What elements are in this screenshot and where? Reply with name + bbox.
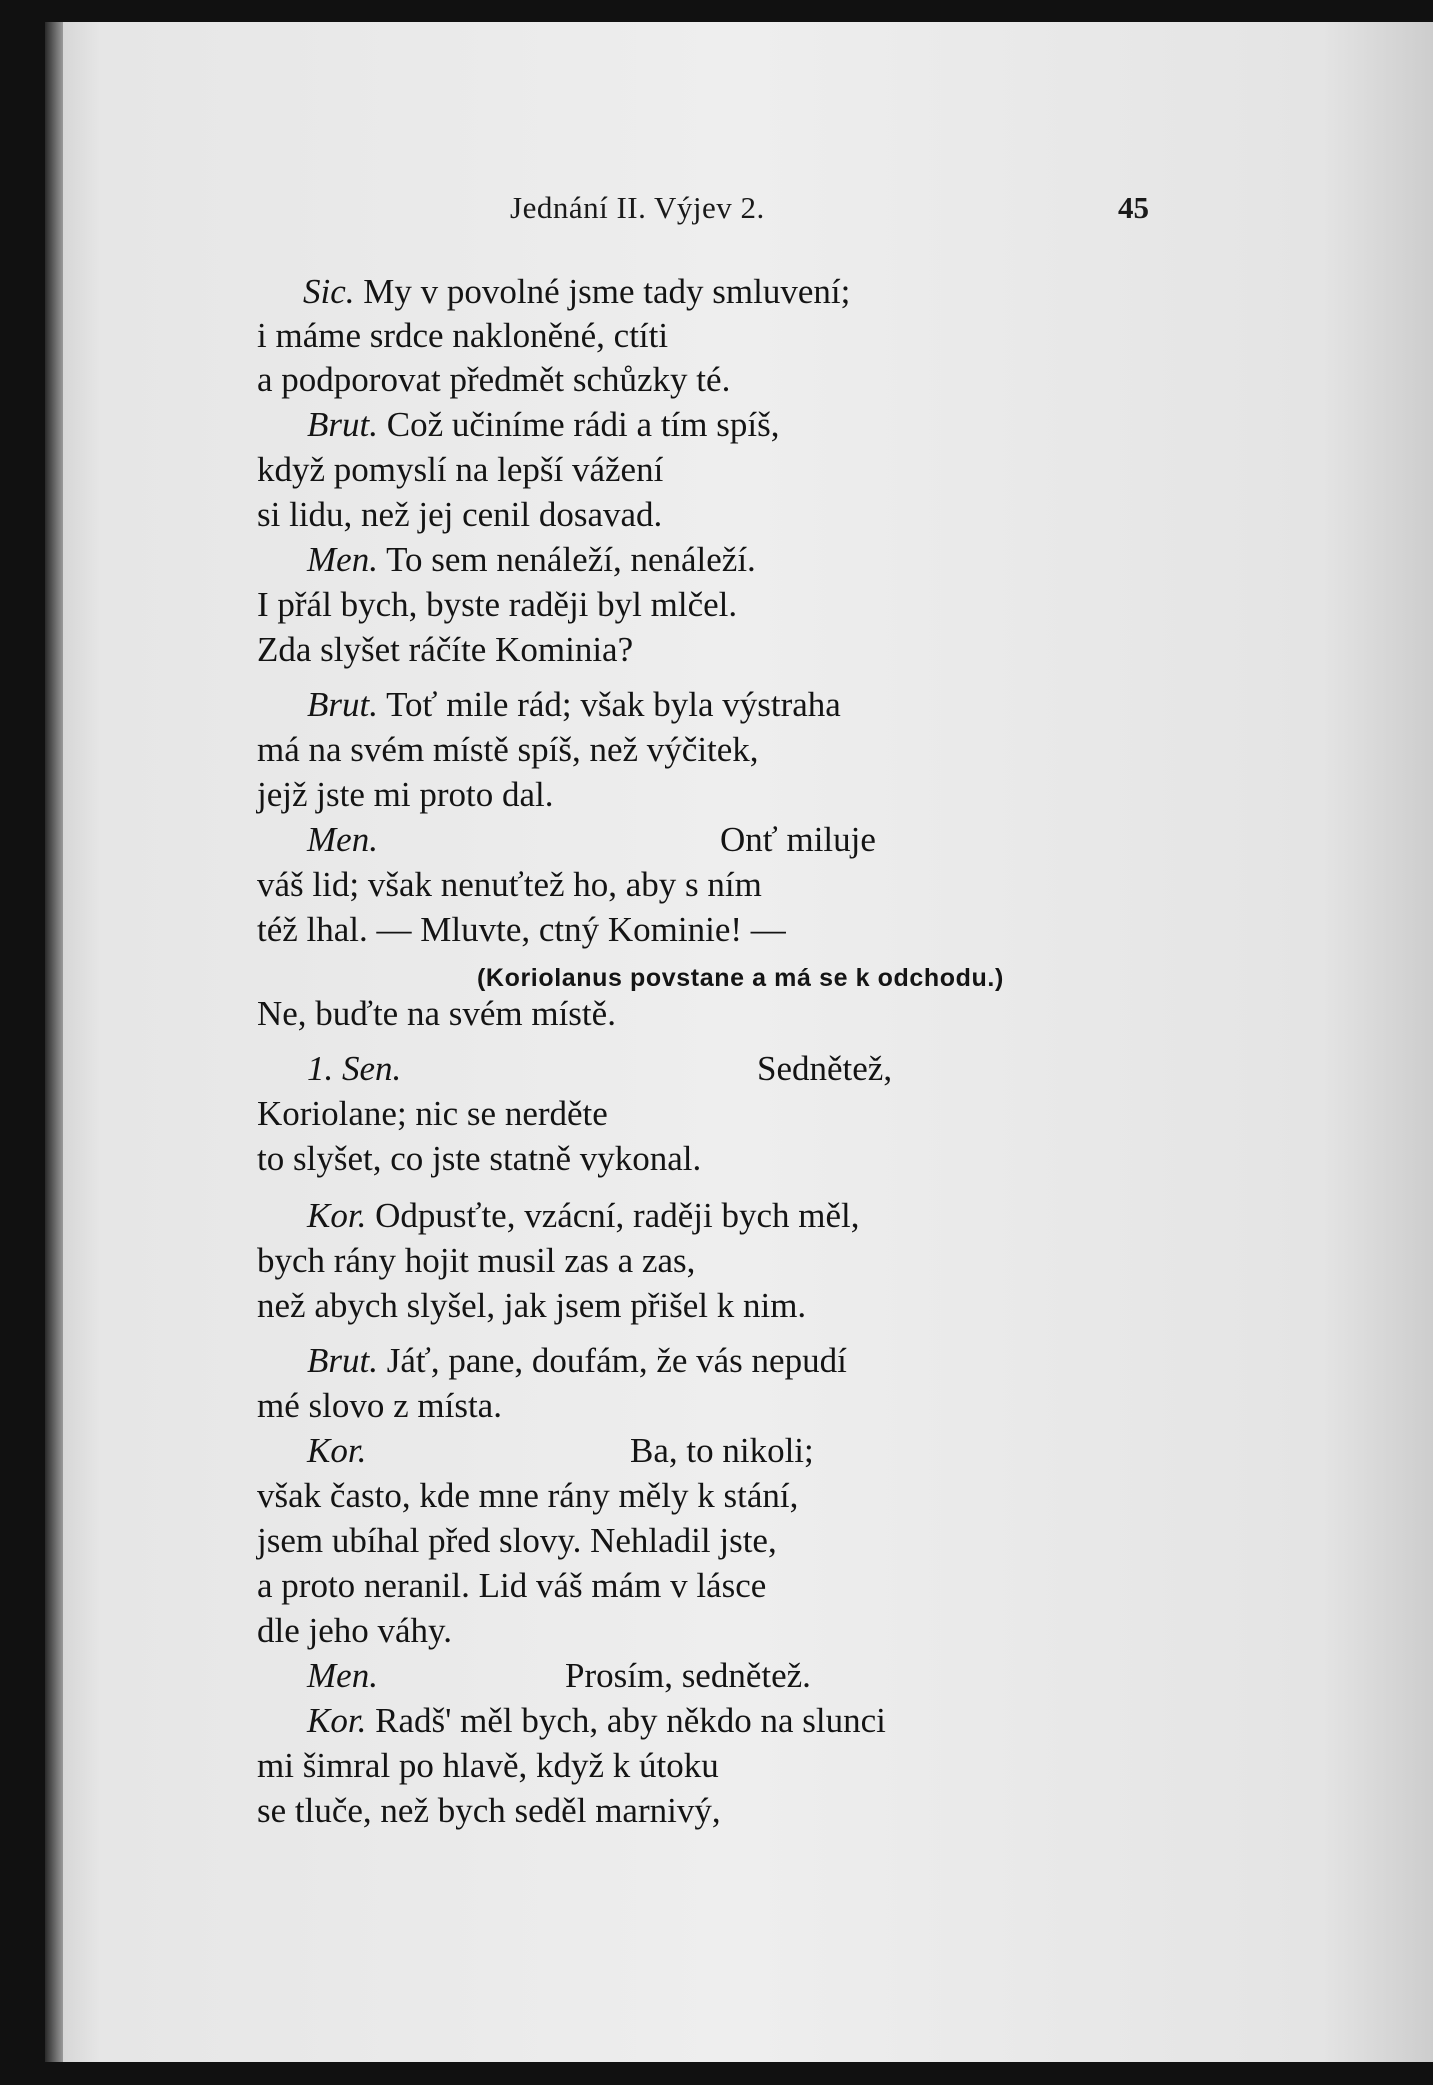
text-line-continuation xyxy=(565,1654,811,1698)
line-text: Ne, buďte na svém místě. xyxy=(257,994,616,1033)
page-number: 45 xyxy=(1118,190,1149,225)
speaker-name: Brut. xyxy=(307,405,378,444)
speaker-name: Kor. xyxy=(307,1431,367,1470)
speaker-name: 1. Sen. xyxy=(307,1049,402,1088)
text-line xyxy=(257,1384,502,1428)
line-text: Což učiníme rádi a tím spíš, xyxy=(377,405,780,444)
text-line xyxy=(303,270,850,314)
speaker-name: Kor. xyxy=(307,1196,367,1235)
line-text: Odpusťte, vzácní, raději bych měl, xyxy=(366,1196,860,1235)
text-line xyxy=(307,683,841,727)
line-text: též lhal. — Mluvte, ctný Kominie! — xyxy=(257,910,786,949)
line-text: Onť miluje xyxy=(720,820,876,859)
running-header xyxy=(45,190,1433,234)
line-text: bych rány hojit musil zas a zas, xyxy=(257,1241,696,1280)
text-line xyxy=(307,538,756,582)
text-line xyxy=(257,358,730,402)
line-text: My v povolné jsme tady smluvení; xyxy=(354,272,851,311)
line-text: se tluče, než bych seděl marnivý, xyxy=(257,1791,721,1830)
line-text: mi šimral po hlavě, když k útoku xyxy=(257,1746,719,1785)
text-line xyxy=(307,818,378,862)
line-text: Zda slyšet ráčíte Kominia? xyxy=(257,630,634,669)
speaker-name: Kor. xyxy=(307,1701,367,1740)
line-text: mé slovo z místa. xyxy=(257,1386,502,1425)
line-text: má na svém místě spíš, než výčitek, xyxy=(257,730,759,769)
text-line xyxy=(257,1239,695,1283)
line-text: To sem nenáleží, nenáleží. xyxy=(377,540,756,579)
text-line xyxy=(257,1092,608,1136)
text-line xyxy=(257,448,663,492)
speaker-name: Brut. xyxy=(307,685,378,724)
line-text: to slyšet, co jste statně vykonal. xyxy=(257,1139,702,1178)
line-text: jsem ubíhal před slovy. Nehladil jste, xyxy=(257,1521,777,1560)
speaker-name: Sic. xyxy=(303,272,355,311)
text-line-continuation xyxy=(630,1429,814,1473)
speaker-name: Men. xyxy=(307,820,378,859)
text-line xyxy=(307,1654,378,1698)
line-text: Koriolane; nic se nerděte xyxy=(257,1094,608,1133)
line-text: dle jeho váhy. xyxy=(257,1611,453,1650)
text-line xyxy=(257,1744,719,1788)
line-text: Sednětež, xyxy=(757,1049,893,1088)
line-text: váš lid; však nenuťtež ho, aby s ním xyxy=(257,865,762,904)
page-binding-edge xyxy=(45,22,63,2062)
text-line xyxy=(257,1519,777,1563)
text-line xyxy=(257,1609,452,1653)
text-line xyxy=(307,1429,366,1473)
book-page xyxy=(45,22,1433,2062)
text-line xyxy=(257,908,786,952)
text-line xyxy=(257,314,668,358)
speaker-name: Brut. xyxy=(307,1341,378,1380)
text-line xyxy=(257,1564,766,1608)
text-line xyxy=(257,863,762,907)
text-line xyxy=(257,1789,721,1833)
text-line xyxy=(307,1699,886,1743)
line-text: Jáť, pane, doufám, že vás nepudí xyxy=(377,1341,847,1380)
line-text: a podporovat předmět schůzky té. xyxy=(257,360,731,399)
line-text: jejž jste mi proto dal. xyxy=(257,775,554,814)
text-line xyxy=(307,1047,401,1091)
stage-direction xyxy=(477,953,1004,997)
speaker-name: Men. xyxy=(307,540,378,579)
line-text: a proto neranil. Lid váš mám v lásce xyxy=(257,1566,767,1605)
text-line xyxy=(257,628,633,672)
line-text: si lidu, než jej cenil dosavad. xyxy=(257,495,663,534)
line-text: však často, kde mne rány měly k stání, xyxy=(257,1476,799,1515)
line-text: Prosím, sednětež. xyxy=(565,1656,811,1695)
stage-direction-text: (Koriolanus povstane a má se k odchodu.) xyxy=(477,964,1004,992)
text-line-continuation xyxy=(757,1047,892,1091)
line-text: I přál bych, byste raději byl mlčel. xyxy=(257,585,738,624)
speaker-name: Men. xyxy=(307,1656,378,1695)
text-line xyxy=(257,493,662,537)
text-line xyxy=(307,1339,847,1383)
line-text: i máme srdce nakloněné, ctíti xyxy=(257,316,669,355)
text-line xyxy=(257,1284,806,1328)
text-line xyxy=(257,773,553,817)
line-text: Ba, to nikoli; xyxy=(630,1431,814,1470)
text-line xyxy=(257,728,759,772)
line-text: Toť mile rád; však byla výstraha xyxy=(377,685,841,724)
text-line xyxy=(307,403,779,447)
text-line xyxy=(257,992,616,1036)
text-line xyxy=(307,1194,859,1238)
text-line xyxy=(257,1474,798,1518)
line-text: Radš' měl bych, aby někdo na slunci xyxy=(366,1701,886,1740)
text-line xyxy=(257,1137,701,1181)
chapter-heading: Jednání II. Výjev 2. xyxy=(510,190,765,225)
line-text: když pomyslí na lepší vážení xyxy=(257,450,664,489)
text-line-continuation xyxy=(720,818,876,862)
line-text: než abych slyšel, jak jsem přišel k nim. xyxy=(257,1286,807,1325)
text-line xyxy=(257,583,737,627)
